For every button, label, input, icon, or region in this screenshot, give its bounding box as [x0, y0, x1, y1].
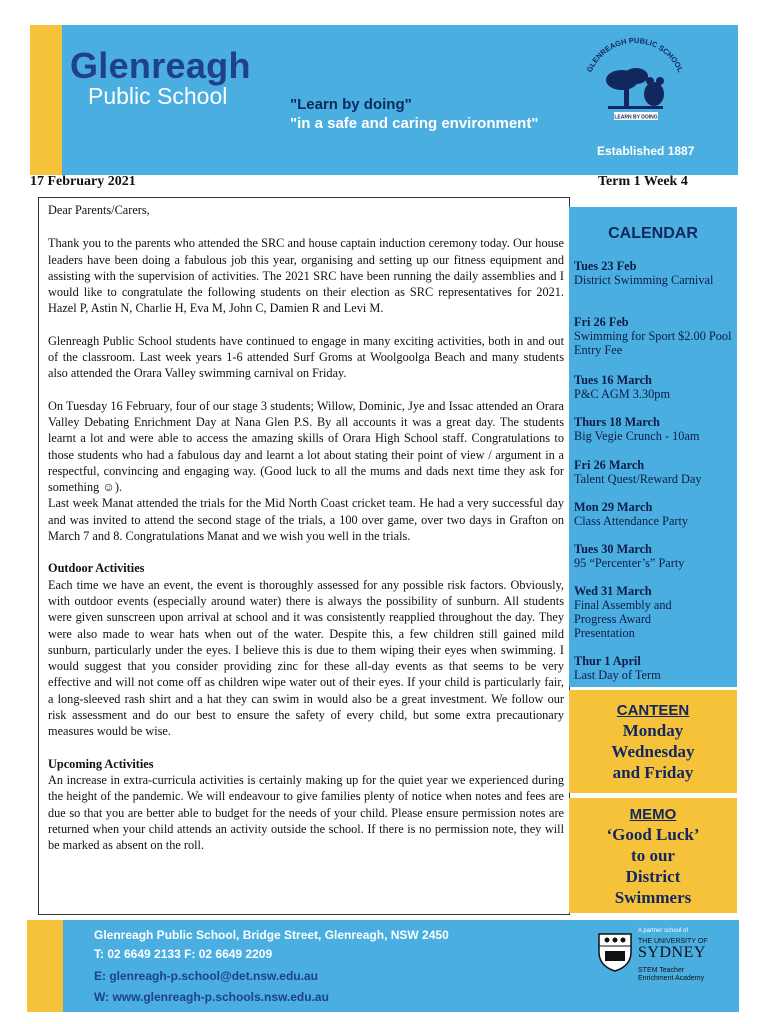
memo-line: to our: [631, 846, 675, 865]
header-accent-bar: [30, 25, 64, 175]
letter-greeting: Dear Parents/Carers,: [48, 203, 150, 217]
memo-line: ‘Good Luck’: [606, 825, 700, 844]
canteen-day: and Friday: [612, 763, 694, 782]
partner-note: A partner school of: [638, 928, 689, 934]
event-date: Fri 26 Feb: [574, 315, 629, 329]
section-heading-outdoor: Outdoor Activities: [48, 561, 145, 576]
event-date: Thur 1 April: [574, 654, 641, 668]
event-date: Tues 23 Feb: [574, 259, 637, 273]
event-text: District Swimming Carnival: [574, 273, 714, 287]
event-text: Class Attendance Party: [574, 514, 689, 528]
school-crest-logo: [574, 32, 696, 132]
calendar-event: [574, 500, 736, 528]
event-date: Tues 30 March: [574, 542, 652, 556]
memo-line: District: [625, 867, 681, 886]
event-date: Wed 31 March: [574, 584, 652, 598]
letter-paragraph: An increase in extra-curricula activities is certainly making up for the quiet year we experienced during the height of the pandemic. We will endeavour to give families plenty of notice when notes and fees are due so that you are better able to budget for the needs of your child. Please ensure permission notes are returned when your child attends an activity outside the school. If there is no permission note, they will be marked as absent on the roll.: [48, 772, 564, 853]
event-date: Tues 16 March: [574, 373, 652, 387]
calendar-event: [574, 542, 736, 570]
memo-panel: [569, 798, 737, 913]
memo-line: Swimmers: [614, 888, 692, 907]
calendar-event: [574, 458, 736, 486]
event-text: P&C AGM 3.30pm: [574, 387, 671, 401]
motto-line-2: "in a safe and caring environment": [290, 115, 539, 132]
university-name: SYDNEY: [638, 944, 706, 961]
calendar-event: [574, 259, 736, 287]
event-text: Big Vegie Crunch - 10am: [574, 429, 700, 443]
footer-address: Glenreagh Public School, Bridge Street, Glenreagh, NSW 2450: [94, 928, 449, 942]
letter-paragraph: Thank you to the parents who attended the SRC and house captain induction ceremony today. Our house leaders have been doing a fabulous job this year, organising and setting up our fitness equipment and assisting with the supervision of activities. The 2021 SRC have been running the daily assemblies and I would like to congratulate the following students on their election as SRC representatives for 2021. Hazel P, Astin N, Charlie H, Eva M, John C, Damien R and Levi M.: [48, 236, 564, 316]
university-line: THE UNIVERSITY OF: [638, 938, 708, 945]
svg-text:LEARN BY DOING: LEARN BY DOING: [614, 114, 658, 121]
event-date: Thurs 18 March: [574, 415, 660, 429]
calendar-title: CALENDAR: [608, 225, 698, 242]
newsletter-date: 17 February 2021: [30, 174, 136, 189]
event-text: 95 “Percenter’s” Party: [574, 556, 685, 570]
footer-website[interactable]: W: www.glenreagh-p.schools.nsw.edu.au: [94, 990, 329, 1004]
letter-paragraph: Glenreagh Public School students have continued to engage in many exciting activities, both in and out of the classroom. Last week years 1-6 attended Surf Groms at Woolgoolga Beach and many students also attended the Orara Valley swimming carnival on Friday.: [48, 333, 564, 381]
university-crest-icon: [597, 932, 633, 972]
school-subtitle: Public School: [88, 83, 228, 109]
memo-title: MEMO: [629, 806, 677, 823]
event-date: Fri 26 March: [574, 458, 645, 472]
canteen-title: CANTEEN: [616, 702, 690, 719]
calendar-event: [574, 584, 694, 640]
section-heading-upcoming: Upcoming Activities: [48, 756, 154, 771]
footer-phone: T: 02 6649 2133 F: 02 6649 2209: [94, 947, 273, 961]
canteen-panel: [569, 690, 737, 793]
footer-accent-bar: [27, 920, 63, 1012]
event-text: Final Assembly and Progress Award Presentation: [574, 598, 672, 640]
term-week: Term 1 Week 4: [598, 174, 688, 189]
canteen-day: Wednesday: [611, 742, 695, 761]
svg-text:GLENREAGH PUBLIC SCHOOL: GLENREAGH PUBLIC SCHOOL: [584, 35, 686, 74]
footer-email[interactable]: E: glenreagh-p.school@det.nsw.edu.au: [94, 969, 318, 983]
calendar-event: [574, 415, 736, 443]
letter-paragraph: On Tuesday 16 February, four of our stage 3 students; Willow, Dominic, Jye and Issac attended an Orara Valley Debating Enrichment Day at Nana Glen P.S. By all accounts it was a great day. The students learnt a lot and were able to access the amazing skills of Orara High School staff. Congratulations to those students who had a fabulous day and learnt a lot about stating their point of view / argument in a respectful, convincing and engaging way. (Good luck to all the mums and dads next time they ask for something ☺).: [48, 398, 564, 495]
school-name: Glenreagh: [70, 45, 251, 86]
stem-academy-label: STEM Teacher Enrichment Academy: [638, 967, 705, 982]
event-text: Talent Quest/Reward Day: [574, 472, 702, 486]
canteen-day: Monday: [622, 721, 684, 740]
event-date: Mon 29 March: [574, 500, 653, 514]
calendar-event: [574, 315, 736, 357]
letter-paragraph: Each time we have an event, the event is thoroughly assessed for any possible risk factors. Obviously, with outdoor events (especially around water) there is always the possibility of sunburn. All students were given sunscreen upon arrival at school and it was consistently reapplied throughout the day. They were also made to wear hats when out of the water. Despite this, a few children still gained mild sunburn, particularly under the eyes. I believe this is due to them wiping their eyes when swimming. I would suggest that you consider providing zinc for these all-day events as that seems to be very effective and will not come off as children wipe water out of their eyes. If your child is particularly fair, a long-sleeved rash shirt and a hat they can swim in would also be a great investment. We follow our risk assessment and do our best to ensure the safety of every child, but some extra precautionary measures would be wise.: [48, 577, 564, 739]
event-text: Last Day of Term: [574, 668, 661, 682]
calendar-event: [574, 373, 736, 401]
event-text: Swimming for Sport $2.00 Pool Entry Fee: [574, 329, 732, 357]
calendar-panel: [569, 207, 737, 687]
established-year: Established 1887: [597, 144, 695, 158]
motto-line-1: "Learn by doing": [290, 96, 412, 113]
letter-paragraph: Last week Manat attended the trials for the Mid North Coast cricket team. He had a very successful day and was invited to attend the second stage of the trials, a 100 over game, over two days in Grafton on March 7 and 8. Congratulations Manat and we wish you well in the trials.: [48, 496, 564, 544]
principal-letter: [38, 197, 570, 915]
calendar-event: [574, 654, 736, 682]
